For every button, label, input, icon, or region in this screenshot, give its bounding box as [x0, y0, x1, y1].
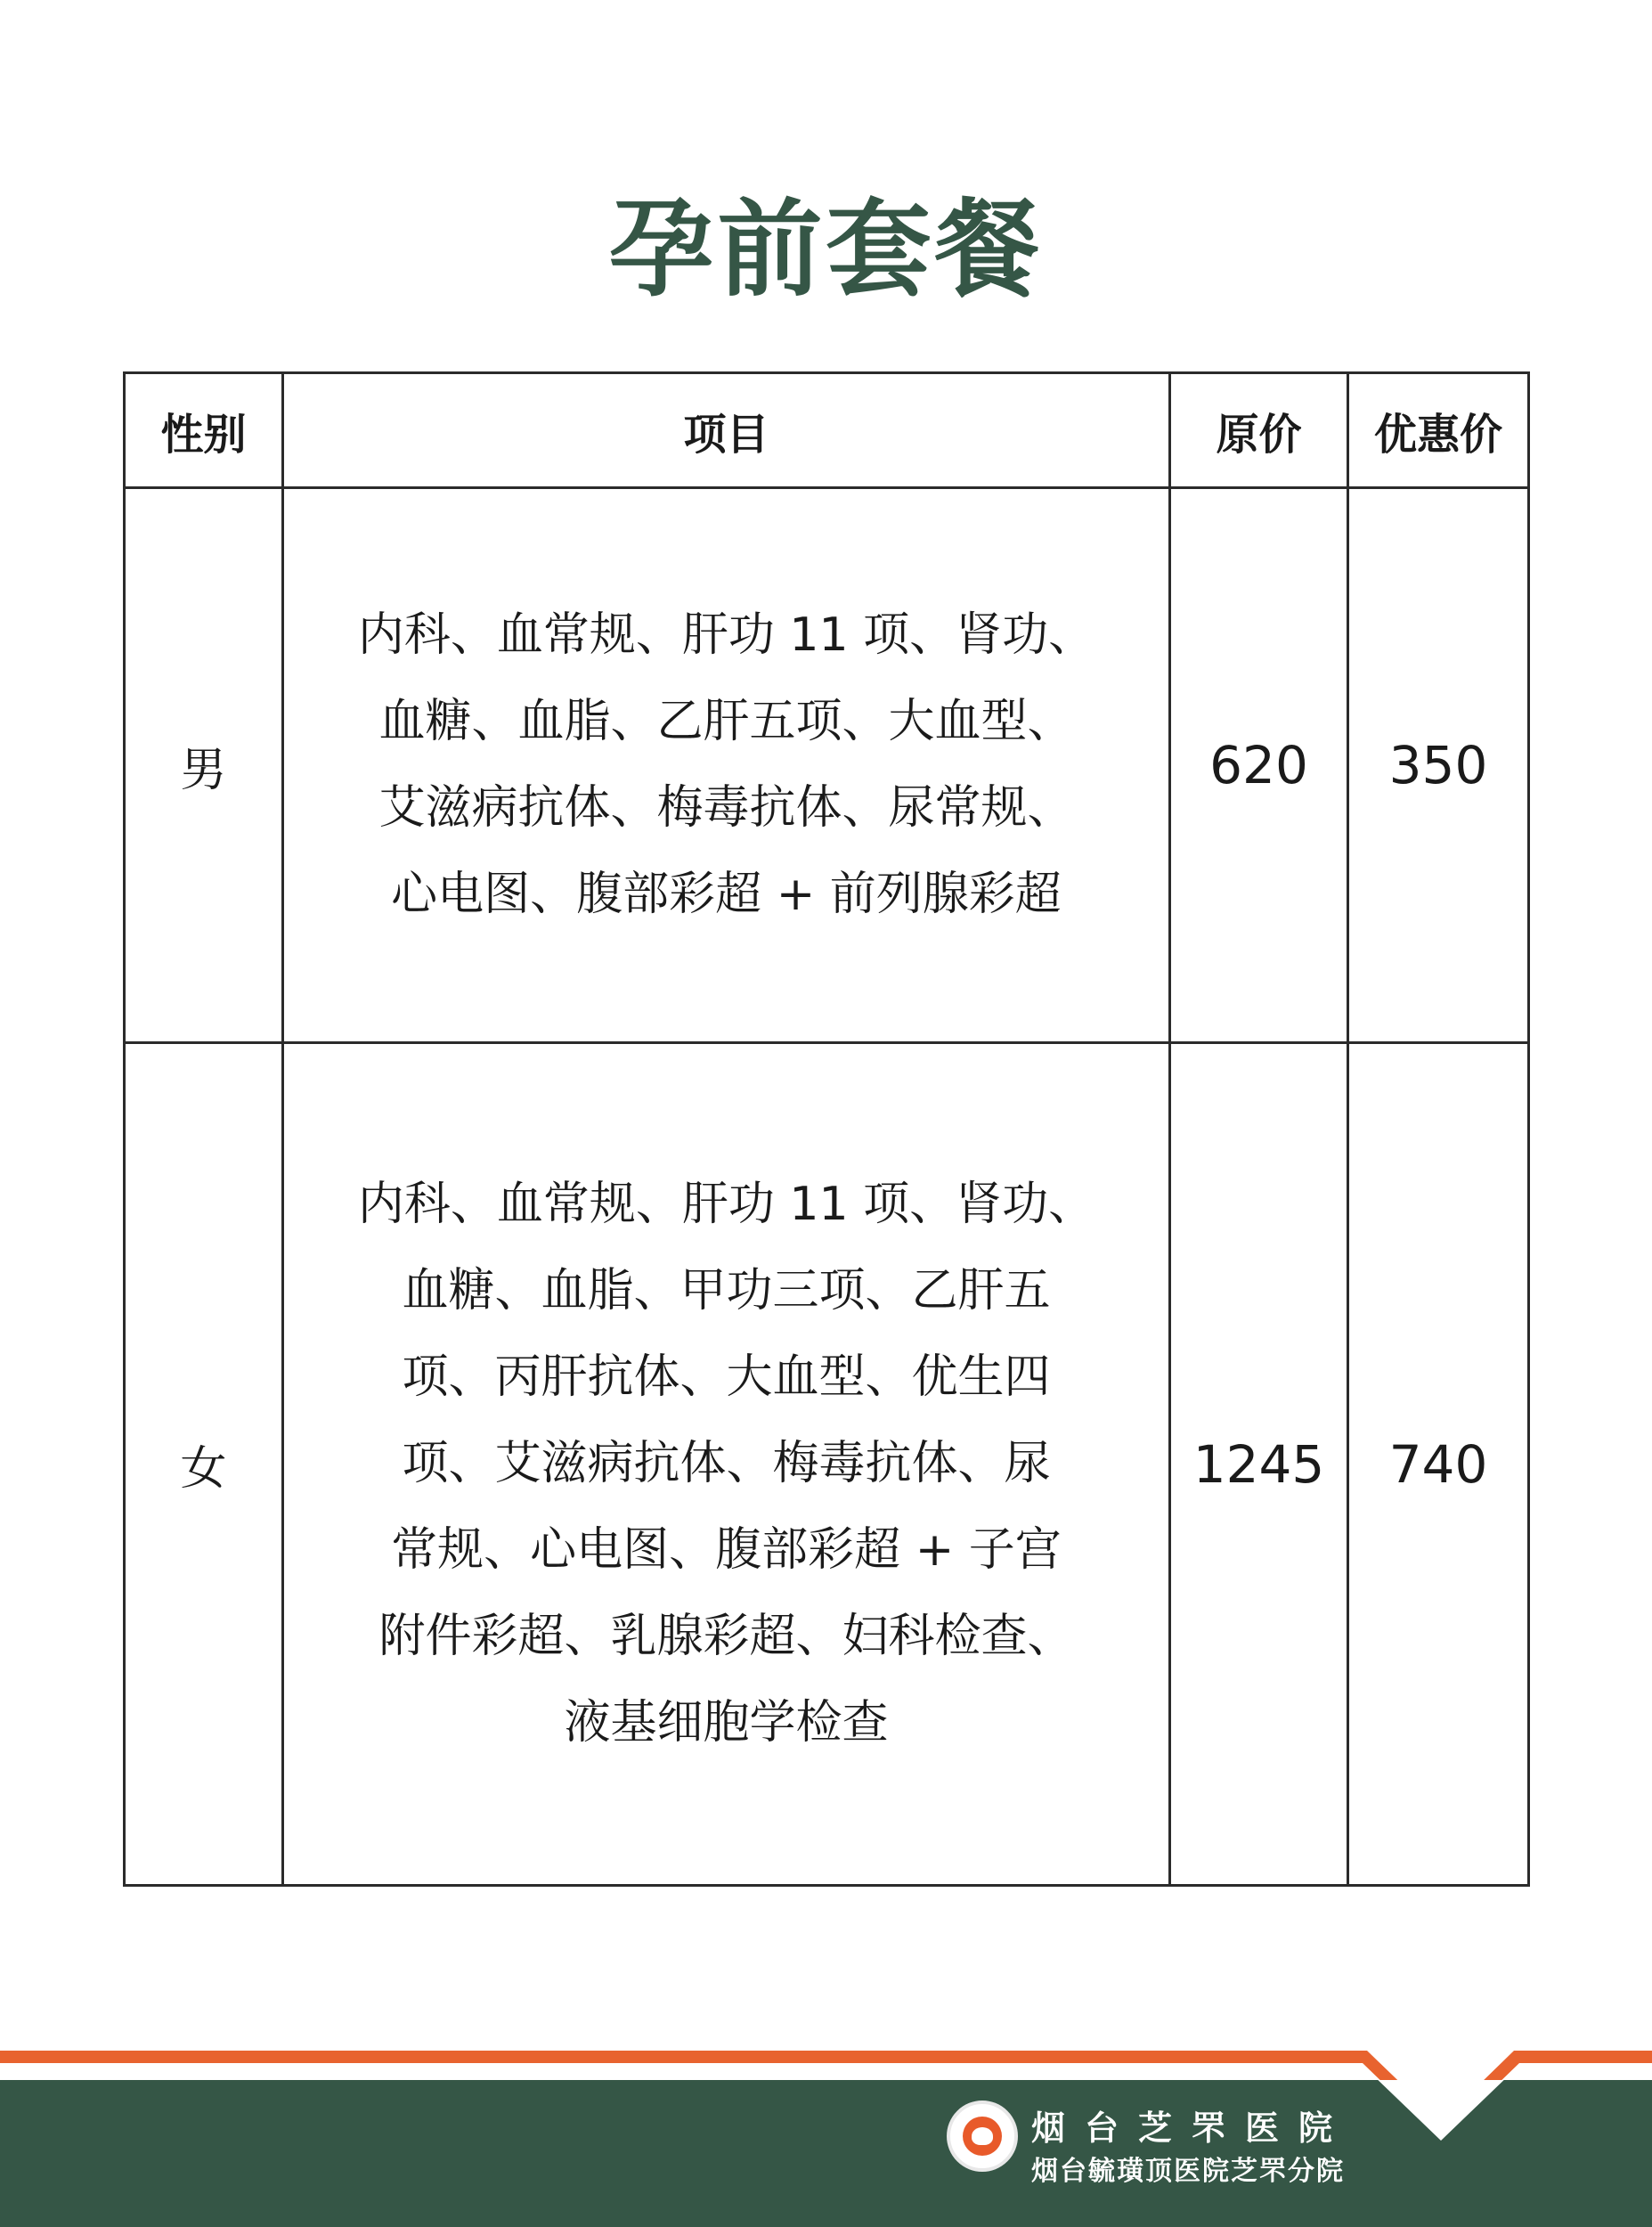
- package-table: [123, 371, 1530, 1887]
- table-row-male: [125, 488, 1529, 1043]
- hospital-logo-icon: [947, 2101, 1018, 2172]
- discount-price-cell: 350: [1348, 488, 1529, 1043]
- items-line: 项、艾滋病抗体、梅毒抗体、尿: [402, 1437, 1051, 1490]
- header-items: 项目: [283, 373, 1170, 488]
- gender-cell: 女: [125, 1043, 283, 1886]
- original-price-cell: 620: [1170, 488, 1348, 1043]
- header-gender: 性别: [125, 373, 283, 488]
- items-line: 内科、血常规、肝功 11 项、肾功、: [357, 608, 1095, 662]
- items-line: 项、丙肝抗体、大血型、优生四: [402, 1350, 1051, 1404]
- page-title: 孕前套餐: [608, 188, 1044, 311]
- table-row-female: [125, 1043, 1529, 1886]
- discount-price-cell: 740: [1348, 1043, 1529, 1886]
- items-line: 血糖、血脂、乙肝五项、大血型、: [378, 695, 1074, 748]
- hospital-name: 烟台芝罘医院: [1031, 2108, 1353, 2148]
- items-cell: [283, 1043, 1170, 1886]
- items-line: 艾滋病抗体、梅毒抗体、尿常规、: [378, 781, 1074, 835]
- items-cell: [283, 488, 1170, 1043]
- gender-cell: 男: [125, 488, 283, 1043]
- header-original-price: 原价: [1170, 373, 1348, 488]
- items-line: 内科、血常规、肝功 11 项、肾功、: [357, 1178, 1095, 1231]
- items-line: 常规、心电图、腹部彩超 + 子宫: [391, 1523, 1062, 1577]
- footer-stripe-graphic: [0, 2035, 1652, 2227]
- original-price-cell: 1245: [1170, 1043, 1348, 1886]
- items-line: 附件彩超、乳腺彩超、妇科检查、: [378, 1610, 1074, 1663]
- header-discount-price: 优惠价: [1348, 373, 1529, 488]
- footer-banner: [0, 2035, 1652, 2227]
- items-line: 心电图、腹部彩超 + 前列腺彩超: [391, 868, 1062, 921]
- items-line: 液基细胞学检查: [564, 1696, 889, 1750]
- hospital-subtitle: 烟台毓璜顶医院芝罘分院: [1031, 2156, 1345, 2187]
- table-header-row: [125, 373, 1529, 488]
- items-line: 血糖、血脂、甲功三项、乙肝五: [402, 1264, 1051, 1317]
